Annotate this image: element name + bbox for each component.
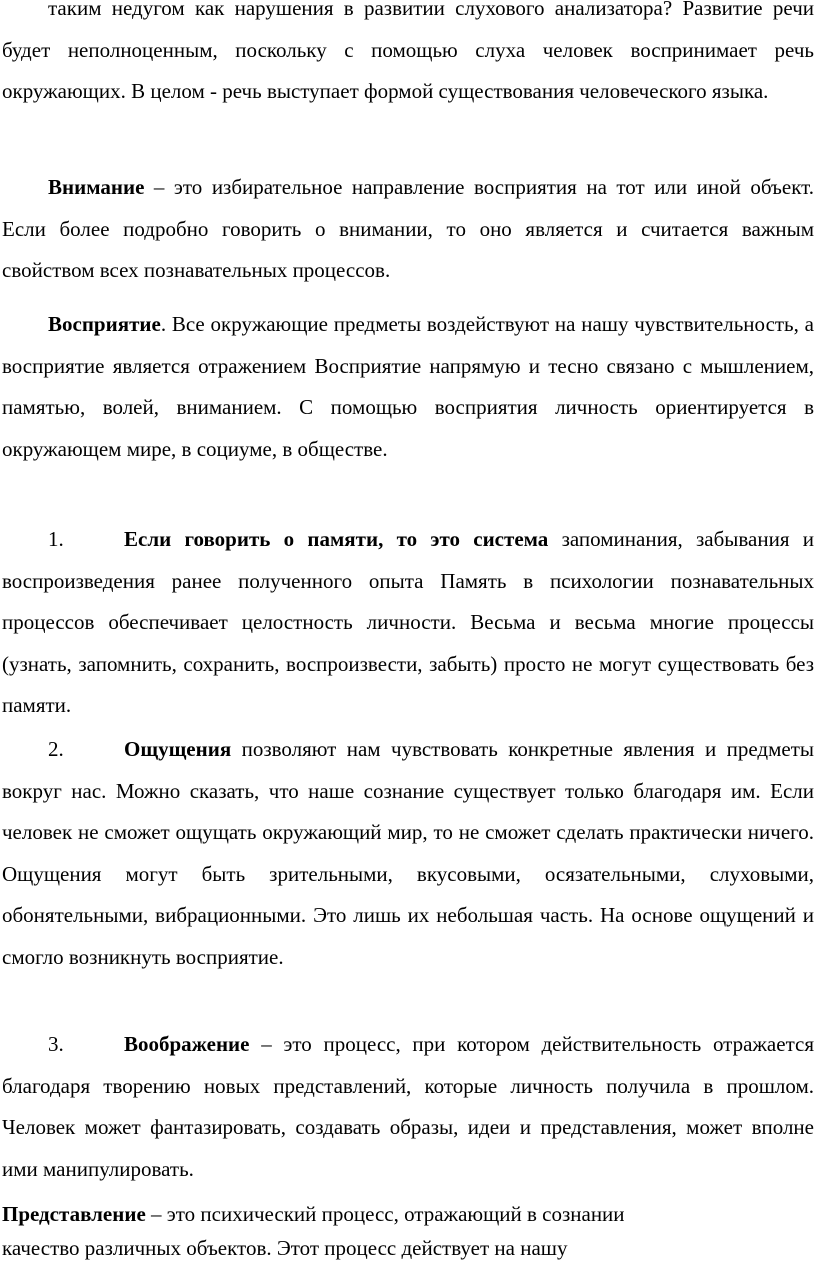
term-memory: Если говорить о памяти, то это система [124,527,549,551]
paragraph-speech [2,0,814,113]
paragraph-text-line2: качество различных объектов. Этот процесс действует на нашу [2,1236,568,1260]
paragraph-text: таким недугом как нарушения в развитии слухового анализатора? Развитие речи будет неполноценным, поскольку с помощью слуха человек воспринимает речь окружающих. В целом - речь выступает формой существования человеческого языка. [2,0,814,104]
term-attention: Внимание [48,175,145,199]
paragraph-text: запоминания, забывания и воспроизведения ранее полученного опыта Память в психологии познавательных процессов обеспечивает целостность личности. Весьма и весьма многие процессы (узнать, запомнить, сохранить, воспроизвести, забыть) просто не могут существовать без памяти. [2,527,814,718]
term-perception: Восприятие [48,312,161,336]
term-representation: Представление [2,1202,146,1226]
paragraph-perception [2,304,814,470]
paragraph-text: позволяют нам чувствовать конкретные явления и предметы вокруг нас. Можно сказать, что наше сознание существует только благодаря им. Если человек не сможет ощущать окружающий мир, то не сможет сделать практически ничего. Ощущения могут быть зрительными, вкусовыми, осязательными, слуховыми, обонятельными, вибрационными. Это лишь их небольшая часть. На основе ощущений и смогло возникнуть восприятие. [2,737,814,969]
term-sensations: Ощущения [124,737,232,761]
paragraph-text-line1: – это психический процесс, отражающий в сознании [145,1202,625,1226]
list-number: 2. [48,737,64,761]
paragraph-representation [2,1197,814,1265]
list-item-memory [2,519,814,727]
list-number: 3. [48,1032,64,1056]
term-imagination: Воображение [124,1032,250,1056]
list-number: 1. [48,527,64,551]
list-item-sensations [2,729,814,979]
list-item-imagination [2,1024,814,1190]
paragraph-attention [2,167,814,292]
paragraph-text: – это процесс, при котором действительность отражается благодаря творению новых представлений, которые личность получила в прошлом. Человек может фантазировать, создавать образы, идеи и представления, может вполне ими манипулировать. [2,1032,814,1181]
paragraph-text: – это избирательное направление восприятия на тот или иной объект. Если более подробно говорить о внимании, то оно является и считается важным свойством всех познавательных процессов. [2,175,814,283]
paragraph-text: . Все окружающие предметы воздействуют на нашу чувствительность, а восприятие является отражением Восприятие напрямую и тесно связано с мышлением, памятью, волей, вниманием. С помощью восприятия личность ориентируется в окружающем мире, в социуме, в обществе. [2,312,814,461]
